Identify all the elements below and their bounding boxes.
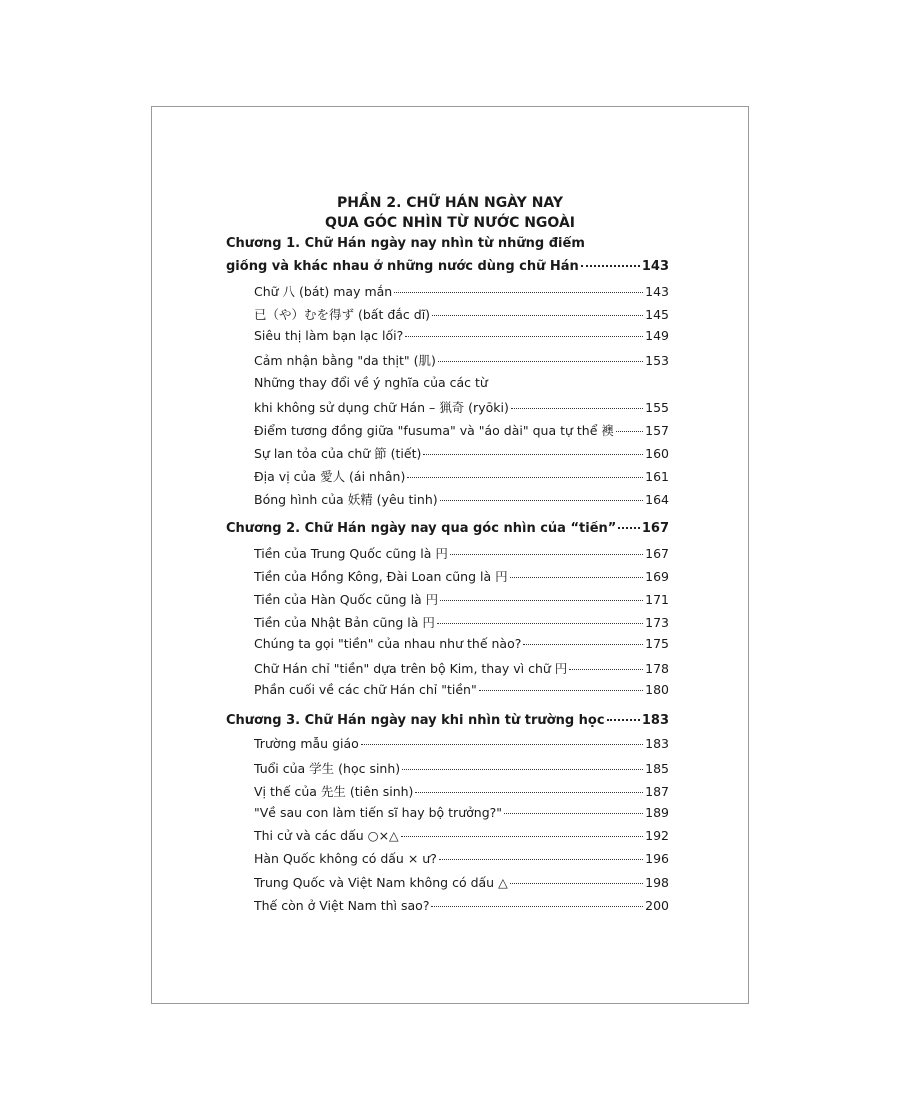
part-title-line-1: PHẦN 2. CHỮ HÁN NGÀY NAY <box>336 195 564 211</box>
dot-leader <box>405 336 643 337</box>
dot-leader <box>423 454 643 455</box>
page-number: 164 <box>645 492 669 508</box>
page-number: 175 <box>645 636 669 652</box>
page-number: 171 <box>645 591 669 607</box>
toc-entry[interactable]: "Về sau con làm tiến sĩ hay bộ trưởng?" 189 <box>254 805 669 821</box>
part-title-line-2: QUA GÓC NHÌN TỪ NƯỚC NGOÀI <box>324 215 575 231</box>
dot-leader <box>581 265 640 267</box>
chapter-2-title[interactable]: Chương 2. Chữ Hán ngày nay qua góc nhìn của “tiền” 167 <box>226 520 669 536</box>
toc-entry[interactable]: khi không sử dụng chữ Hán – 猟奇 (ryōki) 155 <box>254 399 669 415</box>
chapter-3-title[interactable]: Chương 3. Chữ Hán ngày nay khi nhìn từ trường học 183 <box>226 712 669 728</box>
dot-leader <box>415 792 643 793</box>
toc-entry[interactable]: Tiền của Trung Quốc cũng là 円 167 <box>254 545 669 561</box>
toc-entry[interactable]: Tiền của Hàn Quốc cũng là 円 171 <box>254 591 669 607</box>
toc-entry[interactable]: Hàn Quốc không có dấu × ư? 196 <box>254 851 669 867</box>
toc-entry[interactable]: Trung Quốc và Việt Nam không có dấu △ 198 <box>254 874 669 890</box>
page-number: 160 <box>645 445 669 461</box>
page-number: 161 <box>645 468 669 484</box>
toc-entry[interactable]: Tiền của Hồng Kông, Đài Loan cũng là 円 169 <box>254 568 669 584</box>
page-number: 183 <box>641 712 669 728</box>
toc-entry[interactable]: Vị thế của 先生 (tiên sinh) 187 <box>254 784 669 800</box>
toc-entry[interactable]: Phần cuối về các chữ Hán chỉ "tiền" 180 <box>254 682 669 698</box>
page-number: 185 <box>645 761 669 777</box>
page-number: 145 <box>645 307 669 323</box>
page-number: 200 <box>645 897 669 913</box>
page-number: 149 <box>645 328 669 344</box>
toc-entry[interactable]: Trường mẫu giáo 183 <box>254 735 669 751</box>
dot-leader <box>439 859 643 860</box>
page-number: 167 <box>645 545 669 561</box>
dot-leader <box>510 883 643 884</box>
toc-entry[interactable]: Chữ 八 (bát) may mắn 143 <box>254 284 669 300</box>
dot-leader <box>569 669 643 670</box>
dot-leader <box>432 315 643 316</box>
page-number: 143 <box>645 284 669 300</box>
toc-entry[interactable]: Thi cử và các dấu ○×△ 192 <box>254 828 669 844</box>
dot-leader <box>440 600 643 601</box>
page-number: 198 <box>645 874 669 890</box>
toc-entry[interactable]: Chúng ta gọi "tiền" của nhau như thế nào? 175 <box>254 636 669 652</box>
page-number: 153 <box>645 353 669 369</box>
dot-leader <box>401 836 643 837</box>
toc-entry[interactable]: Siêu thị làm bạn lạc lối? 149 <box>254 328 669 344</box>
dot-leader <box>479 690 643 691</box>
page-number: 183 <box>645 735 669 751</box>
page-number: 196 <box>645 851 669 867</box>
dot-leader <box>394 292 643 293</box>
dot-leader <box>437 623 643 624</box>
toc-entry[interactable]: Chữ Hán chỉ "tiền" dựa trên bộ Kim, thay vì chữ 円 178 <box>254 661 669 677</box>
dot-leader <box>523 644 643 645</box>
book-page <box>151 106 749 1004</box>
dot-leader <box>402 769 643 770</box>
table-of-contents <box>226 236 669 921</box>
page-number: 192 <box>645 828 669 844</box>
page-number: 167 <box>641 520 669 536</box>
page-number: 155 <box>645 399 669 415</box>
toc-entry[interactable]: 已（や）むを得ず (bất đắc dĩ) 145 <box>254 307 669 323</box>
dot-leader <box>361 744 643 745</box>
page-number: 157 <box>645 422 669 438</box>
page-number: 180 <box>645 682 669 698</box>
chapter-1-title-line-1[interactable]: Chương 1. Chữ Hán ngày nay nhìn từ những điểm <box>226 236 585 251</box>
dot-leader <box>618 527 640 529</box>
toc-entry[interactable]: Thế còn ở Việt Nam thì sao? 200 <box>254 897 669 913</box>
dot-leader <box>438 361 643 362</box>
page-number: 143 <box>641 259 669 275</box>
toc-entry-line-1[interactable]: Những thay đổi về ý nghĩa của các từ <box>254 374 488 390</box>
toc-entry[interactable]: Tiền của Nhật Bản cũng là 円 173 <box>254 615 669 630</box>
toc-entry[interactable]: Sự lan tỏa của chữ 節 (tiết) 160 <box>254 445 669 461</box>
toc-entry[interactable]: Bóng hình của 妖精 (yêu tinh) 164 <box>254 492 669 508</box>
dot-leader <box>450 554 643 555</box>
part-title <box>152 193 748 233</box>
toc-entry[interactable]: Tuổi của 学生 (học sinh) 185 <box>254 761 669 777</box>
page-number: 187 <box>645 784 669 800</box>
toc-entry[interactable]: Địa vị của 愛人 (ái nhân) 161 <box>254 468 669 484</box>
dot-leader <box>616 431 643 432</box>
page-number: 173 <box>645 615 669 630</box>
dot-leader <box>511 408 643 409</box>
dot-leader <box>504 813 643 814</box>
page-number: 169 <box>645 568 669 584</box>
dot-leader <box>407 477 643 478</box>
chapter-1-title-line-2[interactable]: giống và khác nhau ở những nước dùng chữ Hán 143 <box>226 259 669 275</box>
dot-leader <box>440 500 644 501</box>
dot-leader <box>431 906 643 907</box>
dot-leader <box>510 577 644 578</box>
dot-leader <box>607 719 640 721</box>
toc-entry[interactable]: Cảm nhận bằng "da thịt" (肌) 153 <box>254 353 669 369</box>
page-number: 189 <box>645 805 669 821</box>
toc-entry[interactable]: Điểm tương đồng giữa "fusuma" và "áo dài" qua tự thể 襖 157 <box>254 422 669 438</box>
page-number: 178 <box>645 661 669 677</box>
